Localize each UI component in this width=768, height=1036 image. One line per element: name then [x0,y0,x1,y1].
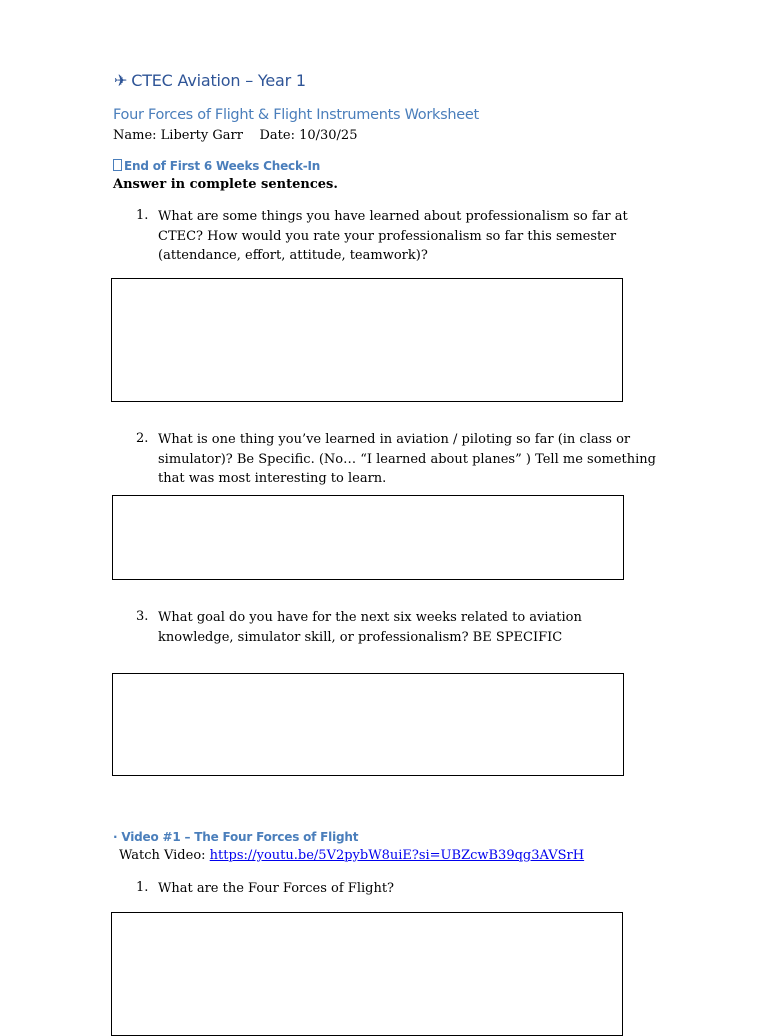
video-link[interactable]: https://youtu.be/5V2pybW8uiE?si=UBZcwB39qg3AVSrH [209,848,585,863]
answer-box[interactable] [111,278,623,402]
question-number: 2. [136,431,149,446]
question-number: 1. [136,880,149,895]
question-number: 1. [136,208,149,223]
course-title-text: CTEC Aviation – Year 1 [131,71,306,90]
answer-box[interactable] [112,673,624,776]
checkin-heading-text: End of First 6 Weeks Check-In [124,159,321,173]
worksheet-title: Four Forces of Flight & Flight Instruments Worksheet [113,107,479,123]
watch-video-label: Watch Video: [119,848,210,863]
question-text: What goal do you have for the next six weeks related to aviation knowledge, simulator skill, or professionalism? BE SPECIFIC [158,610,582,645]
question-number: 3. [136,609,149,624]
video-heading [113,830,358,844]
missing-glyph-icon [113,159,122,171]
instructions: Answer in complete sentences. [113,177,338,192]
name-date-line: Name: Liberty Garr Date: 10/30/25 [113,128,358,143]
bullet-icon: · [113,830,118,844]
answer-box[interactable] [111,912,623,1036]
airplane-icon: ✈ [114,71,128,90]
course-title [114,71,306,90]
watch-video-line [119,848,584,863]
answer-box[interactable] [112,495,624,580]
question-text: What are the Four Forces of Flight? [158,881,395,896]
video-heading-text: Video #1 – The Four Forces of Flight [121,830,359,844]
checkin-heading [113,159,320,173]
question-text: What are some things you have learned about professionalism so far at CTEC? How would you rate your professionalism so far this semester (attendance, effort, attitude, teamwork)? [158,209,628,263]
question-text: What is one thing you’ve learned in aviation / piloting so far (in class or simulator)? Be Specific. (No… “I learned about planes” ) Tell me something that was most interesting to learn. [158,432,656,486]
